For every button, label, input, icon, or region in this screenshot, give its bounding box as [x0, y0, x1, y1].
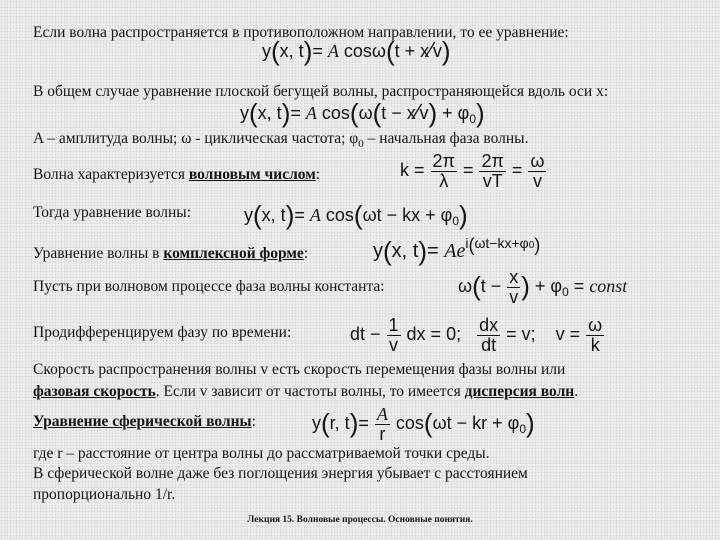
text-line-7: Пусть при волновом процессе фаза волны константа: [33, 278, 385, 295]
term-spherical-wave: Уравнение сферической волны [33, 413, 252, 430]
term-complex-form: комплексной форме [163, 245, 304, 262]
text-line-12: где r – расстояние от центра волны до рассматриваемой точки среды. [33, 445, 490, 462]
term-phase-velocity: фазовая скорость [33, 383, 156, 400]
formula-wave-equation: y(x, t)= A cos(ωt − kx + $\varphi_0$) [244, 200, 468, 230]
phi-subscript: 0 [358, 138, 364, 151]
text-line-6-post: : [303, 245, 309, 262]
text-line-5: Тогда уравнение волны: [33, 204, 192, 221]
text-line-6-pre: Уравнение волны в [33, 245, 164, 262]
text-line-11 [33, 414, 256, 430]
text-line-10-end: . [574, 383, 579, 400]
text-line-9: Скорость распространения волны v есть скорость перемещения фазы волны или [33, 361, 566, 378]
formula-wave-number: k = $\frac{2\pi}{\lambda}$ = $\frac{2\pi}{vT}$ = $\frac{\omega}{v}$ [400, 151, 545, 191]
text-line-6 [33, 246, 308, 262]
text-line-14: пропорционально 1/r. [33, 486, 176, 503]
term-wave-dispersion: дисперсия волн [464, 383, 575, 400]
slide-footer: Лекция 15. Волновые процессы. Основные понятия. [247, 515, 473, 525]
text-line-4-pre: Волна характеризуется [33, 166, 189, 183]
formula-phase-derivative: dt − $\frac{1}{v}$ dx = 0; $\frac{dx}{dt}$ = v; v = $\frac{\omega}{k}$ [350, 315, 603, 355]
text-line-13: В сферической волне даже без поглощения энергия убывает с расстоянием [33, 465, 528, 482]
text-line-2: В общем случае уравнение плоской бегущей волны, распространяющейся вдоль оси x: [33, 83, 609, 100]
text-line-4 [33, 167, 320, 183]
formula-complex-form: y(x, $t)= Ae^{i(\omega t-kx+\varphi 0)}$ [373, 235, 541, 266]
formula-constant-phase: ω(t − $\frac{x}{v}$ ) + $\varphi_0$ = const [458, 267, 628, 307]
text-line-3-main: A – амплитуда волны; ω - циклическая частота; φ [33, 130, 359, 147]
formula-spherical-wave: y(r, t)= $\frac{A}{r}$ cos(ωt − kr + $\varphi_0$) [312, 404, 535, 444]
text-line-11-post: : [251, 413, 256, 430]
text-line-4-post: : [315, 166, 321, 183]
text-line-8: Продифференцируем фазу по времени: [33, 324, 292, 341]
term-wave-number: волновым числом [188, 166, 316, 183]
text-line-1: Если волна распространяется в противоположном направлении, то ее уравнение: [33, 24, 569, 41]
formula-opposite-direction: y(x, t)= A cosω(t + x∕v) [262, 36, 451, 66]
text-line-3-tail: – начальная фаза волны. [363, 130, 529, 147]
text-line-3 [33, 131, 528, 150]
text-line-10-mid: . Если v зависит от частоты волны, то имеется [155, 383, 465, 400]
text-line-10 [33, 384, 578, 400]
formula-plane-wave-general: y(x, t)= A cos(ω(t − x∕v) + $\varphi_0$) [240, 98, 485, 128]
